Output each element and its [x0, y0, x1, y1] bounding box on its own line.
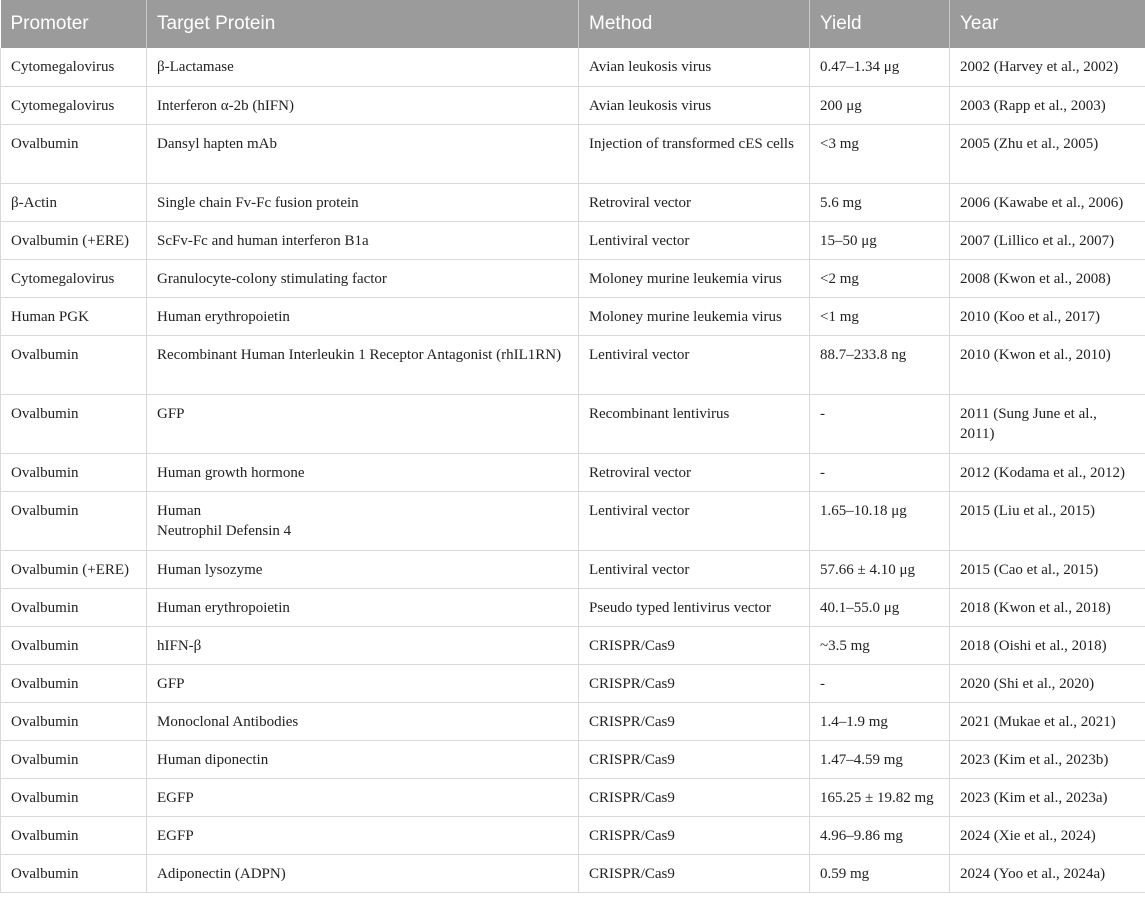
table-row [1, 48, 1145, 86]
promoter-cell: Ovalbumin [1, 335, 147, 394]
table-row [1, 702, 1145, 740]
year-cell: 2006 (Kawabe et al., 2006) [950, 183, 1145, 221]
yield-cell: 200 μg [810, 86, 950, 124]
yield-cell: 40.1–55.0 μg [810, 588, 950, 626]
promoter-cell: Cytomegalovirus [1, 259, 147, 297]
target-protein-cell: GFP [147, 664, 579, 702]
yield-cell: - [810, 394, 950, 453]
promoter-cell: Cytomegalovirus [1, 48, 147, 86]
target-protein-cell: EGFP [147, 778, 579, 816]
year-cell: 2010 (Kwon et al., 2010) [950, 335, 1145, 394]
yield-cell: 1.4–1.9 mg [810, 702, 950, 740]
method-cell: CRISPR/Cas9 [579, 778, 810, 816]
year-cell: 2005 (Zhu et al., 2005) [950, 124, 1145, 183]
target-protein-cell: Interferon α-2b (hIFN) [147, 86, 579, 124]
table-row [1, 124, 1145, 183]
target-protein-cell: Dansyl hapten mAb [147, 124, 579, 183]
target-protein-cell: Human erythropoietin [147, 297, 579, 335]
target-protein-cell: ScFv-Fc and human interferon B1a [147, 221, 579, 259]
table-row [1, 297, 1145, 335]
header-target-protein: Target Protein [147, 0, 579, 48]
year-cell: 2018 (Kwon et al., 2018) [950, 588, 1145, 626]
promoter-cell: Ovalbumin [1, 491, 147, 550]
method-cell: Avian leukosis virus [579, 48, 810, 86]
year-cell: 2008 (Kwon et al., 2008) [950, 259, 1145, 297]
target-protein-cell: β-Lactamase [147, 48, 579, 86]
table-body [1, 48, 1145, 892]
target-protein-cell: Single chain Fv-Fc fusion protein [147, 183, 579, 221]
method-cell: Pseudo typed lentivirus vector [579, 588, 810, 626]
year-cell: 2003 (Rapp et al., 2003) [950, 86, 1145, 124]
target-protein-cell: hIFN-β [147, 626, 579, 664]
header-yield: Yield [810, 0, 950, 48]
target-protein-cell: Human growth hormone [147, 453, 579, 491]
promoter-cell: Human PGK [1, 297, 147, 335]
year-cell: 2010 (Koo et al., 2017) [950, 297, 1145, 335]
table-row [1, 394, 1145, 453]
yield-cell: <1 mg [810, 297, 950, 335]
yield-cell: 57.66 ± 4.10 μg [810, 550, 950, 588]
table-row [1, 550, 1145, 588]
year-cell: 2024 (Xie et al., 2024) [950, 816, 1145, 854]
table-row [1, 221, 1145, 259]
year-cell: 2007 (Lillico et al., 2007) [950, 221, 1145, 259]
target-protein-cell: Human lysozyme [147, 550, 579, 588]
table-row [1, 183, 1145, 221]
yield-cell: 5.6 mg [810, 183, 950, 221]
method-cell: Retroviral vector [579, 453, 810, 491]
yield-cell: 165.25 ± 19.82 mg [810, 778, 950, 816]
table-row [1, 588, 1145, 626]
promoter-cell: Ovalbumin [1, 778, 147, 816]
target-protein-cell: Human Neutrophil Defensin 4 [147, 491, 579, 550]
target-protein-cell: Human erythropoietin [147, 588, 579, 626]
header-year: Year [960, 13, 999, 34]
promoter-cell: Ovalbumin (+ERE) [1, 550, 147, 588]
yield-cell: 0.47–1.34 μg [810, 48, 950, 86]
year-cell: 2015 (Liu et al., 2015) [950, 491, 1145, 550]
table-row [1, 491, 1145, 550]
header-promoter: Promoter [1, 0, 147, 48]
promoter-cell: Cytomegalovirus [1, 86, 147, 124]
method-cell: Lentiviral vector [579, 550, 810, 588]
yield-cell: 15–50 μg [810, 221, 950, 259]
promoter-cell: Ovalbumin [1, 626, 147, 664]
year-cell: 2011 (Sung June et al., 2011) [950, 394, 1145, 453]
promoter-cell: β-Actin [1, 183, 147, 221]
year-cell: 2002 (Harvey et al., 2002) [950, 48, 1145, 86]
year-cell: 2023 (Kim et al., 2023a) [950, 778, 1145, 816]
method-cell: CRISPR/Cas9 [579, 854, 810, 892]
promoter-cell: Ovalbumin [1, 588, 147, 626]
yield-cell: <2 mg [810, 259, 950, 297]
table-row [1, 86, 1145, 124]
year-cell: 2015 (Cao et al., 2015) [950, 550, 1145, 588]
yield-cell: 4.96–9.86 mg [810, 816, 950, 854]
target-protein-cell: Monoclonal Antibodies [147, 702, 579, 740]
year-cell: 2012 (Kodama et al., 2012) [950, 453, 1145, 491]
yield-cell: - [810, 664, 950, 702]
target-protein-cell: EGFP [147, 816, 579, 854]
method-cell: Lentiviral vector [579, 335, 810, 394]
yield-cell: 1.47–4.59 mg [810, 740, 950, 778]
promoter-cell: Ovalbumin [1, 124, 147, 183]
promoter-cell: Ovalbumin [1, 453, 147, 491]
promoter-cell: Ovalbumin [1, 740, 147, 778]
method-cell: Moloney murine leukemia virus [579, 297, 810, 335]
table-row [1, 335, 1145, 394]
table-row [1, 854, 1145, 892]
target-protein-cell: Recombinant Human Interleukin 1 Receptor Antagonist (rhIL1RN) [147, 335, 579, 394]
yield-cell: - [810, 453, 950, 491]
year-cell: 2020 (Shi et al., 2020) [950, 664, 1145, 702]
table-row [1, 816, 1145, 854]
year-cell: 2021 (Mukae et al., 2021) [950, 702, 1145, 740]
method-cell: CRISPR/Cas9 [579, 664, 810, 702]
table-row [1, 259, 1145, 297]
table-row [1, 626, 1145, 664]
yield-cell: ~3.5 mg [810, 626, 950, 664]
year-cell: 2023 (Kim et al., 2023b) [950, 740, 1145, 778]
header-row [1, 0, 1145, 48]
yield-cell: 1.65–10.18 μg [810, 491, 950, 550]
target-protein-cell: Adiponectin (ADPN) [147, 854, 579, 892]
method-cell: CRISPR/Cas9 [579, 626, 810, 664]
method-cell: Injection of transformed cES cells [579, 124, 810, 183]
table-header [1, 0, 1145, 48]
method-cell: CRISPR/Cas9 [579, 816, 810, 854]
header-method: Method [579, 0, 810, 48]
method-cell: Avian leukosis virus [579, 86, 810, 124]
table-row [1, 453, 1145, 491]
table-row [1, 664, 1145, 702]
promoter-cell: Ovalbumin [1, 816, 147, 854]
method-cell: Moloney murine leukemia virus [579, 259, 810, 297]
yield-cell: <3 mg [810, 124, 950, 183]
target-protein-cell: Granulocyte-colony stimulating factor [147, 259, 579, 297]
method-cell: Lentiviral vector [579, 491, 810, 550]
promoter-cell: Ovalbumin [1, 664, 147, 702]
promoter-cell: Ovalbumin (+ERE) [1, 221, 147, 259]
promoter-cell: Ovalbumin [1, 854, 147, 892]
year-cell: 2024 (Yoo et al., 2024a) [950, 854, 1145, 892]
method-cell: CRISPR/Cas9 [579, 740, 810, 778]
method-cell: Retroviral vector [579, 183, 810, 221]
table-row [1, 778, 1145, 816]
table-row [1, 740, 1145, 778]
year-cell: 2018 (Oishi et al., 2018) [950, 626, 1145, 664]
method-cell: Lentiviral vector [579, 221, 810, 259]
target-protein-cell: GFP [147, 394, 579, 453]
target-protein-cell: Human diponectin [147, 740, 579, 778]
promoter-cell: Ovalbumin [1, 702, 147, 740]
yield-cell: 0.59 mg [810, 854, 950, 892]
method-cell: CRISPR/Cas9 [579, 702, 810, 740]
promoter-cell: Ovalbumin [1, 394, 147, 453]
method-cell: Recombinant lentivirus [579, 394, 810, 453]
yield-cell: 88.7–233.8 ng [810, 335, 950, 394]
